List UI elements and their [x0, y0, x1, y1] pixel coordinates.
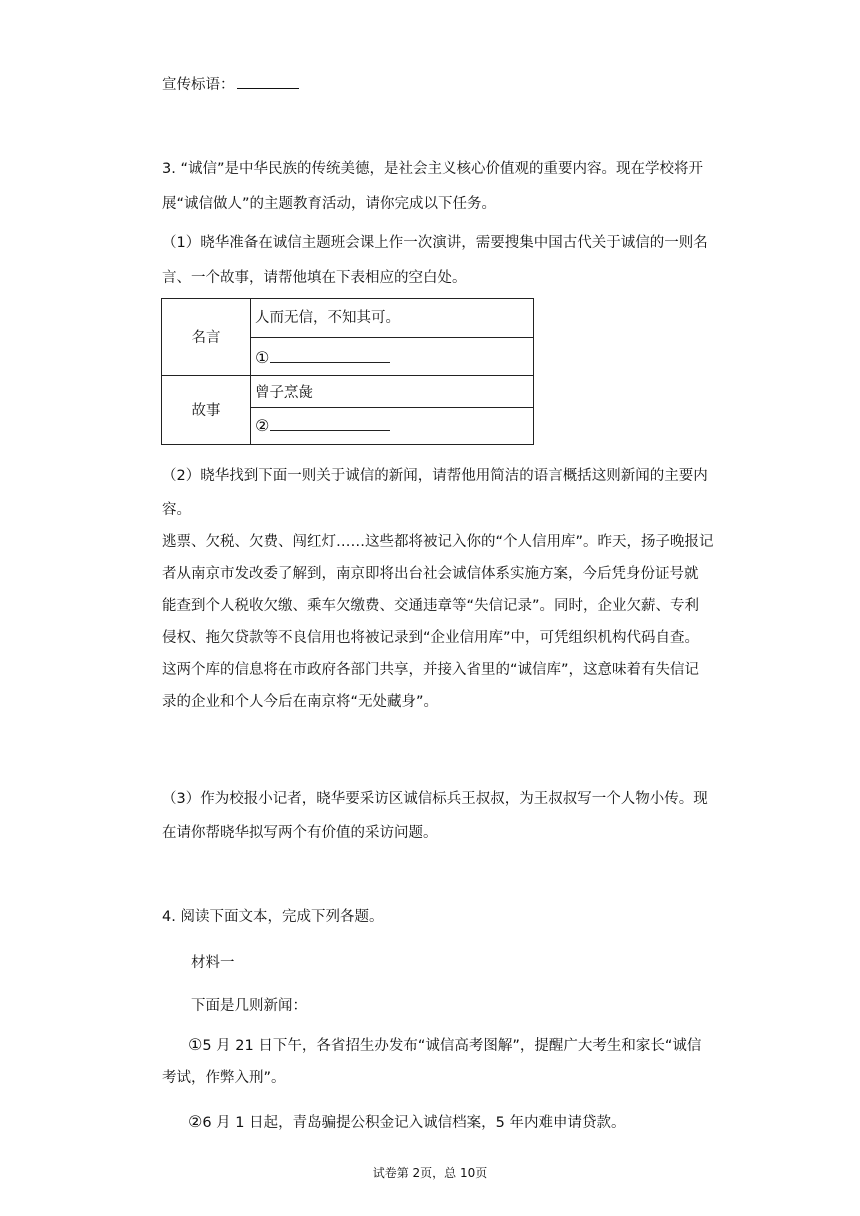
q3-part1-line-2: 言、一个故事，请帮他填在下表相应的空白处。	[162, 270, 467, 286]
table-header-story: 故事	[191, 403, 221, 419]
slogan-label: 宣传标语：	[162, 77, 235, 93]
q3-part3-line-1: （3）作为校报小记者，晓华要采访区诚信标兵王叔叔，为王叔叔写一个人物小传。现	[162, 791, 708, 807]
slogan-blank	[237, 74, 299, 89]
item-2-mark: ②	[188, 1112, 203, 1131]
q3-part3-line-2: 在请你帮晓华拟写两个有价值的采访问题。	[162, 825, 438, 841]
page-footer: 试卷第 2页，总 10页	[372, 1166, 488, 1180]
news-line: 逃票、欠税、欠费、闯红灯……这些都将被记入你的“个人信用库”。昨天，扬子晚报记	[162, 534, 714, 550]
q4-item-1-line-2: 考试，作弊入刑”。	[162, 1070, 286, 1086]
quote-story-table	[161, 298, 534, 445]
news-line: 这两个库的信息将在市政府各部门共享，并接入省里的“诚信库”，这意味着有失信记	[162, 662, 700, 678]
q3-part2-line-2: 容。	[162, 502, 191, 518]
q3-intro-line-2: 展“诚信做人”的主题教育活动，请你完成以下任务。	[162, 196, 497, 212]
q4-lead: 下面是几则新闻：	[191, 998, 307, 1014]
story-answer-blank	[270, 417, 390, 431]
blank-mark-2: ②	[255, 416, 270, 435]
news-line: 能查到个人税收欠缴、乘车欠缴费、交通违章等“失信记录”。同时，企业欠薪、专利	[162, 598, 700, 614]
slogan-line	[162, 74, 299, 95]
blank-mark-1: ①	[255, 348, 270, 367]
news-line: 录的企业和个人今后在南京将“无处藏身”。	[162, 694, 439, 710]
item-1-mark: ①	[188, 1035, 203, 1054]
q4-item-2-line-1	[188, 1112, 625, 1133]
news-line: 者从南京市发改委了解到，南京即将出台社会诚信体系实施方案，今后凭身份证号就	[162, 566, 699, 582]
table-header-quote: 名言	[191, 330, 221, 346]
table-quote-blank	[255, 348, 390, 369]
table-story-blank	[255, 416, 390, 437]
q3-part1-line-1: （1）晓华准备在诚信主题班会课上作一次演讲，需要搜集中国古代关于诚信的一则名	[162, 235, 708, 251]
q4-intro: 4. 阅读下面文本，完成下列各题。	[162, 909, 384, 925]
table-quote-given: 人而无信，不知其可。	[255, 310, 400, 326]
table-story-given: 曾子烹彘	[255, 385, 313, 401]
q3-part2-line-1: （2）晓华找到下面一则关于诚信的新闻，请帮他用简洁的语言概括这则新闻的主要内	[162, 468, 708, 484]
item-1-text: 5 月 21 日下午，各省招生办发布“诚信高考图解”，提醒广大考生和家长“诚信	[202, 1038, 702, 1054]
quote-answer-blank	[270, 349, 390, 363]
q3-intro-line-1: 3. “诚信”是中华民族的传统美德，是社会主义核心价值观的重要内容。现在学校将开	[162, 161, 703, 177]
q4-item-1-line-1	[188, 1035, 701, 1056]
news-line: 侵权、拖欠贷款等不良信用也将被记录到“企业信用库”中，可凭组织机构代码自查。	[162, 630, 700, 646]
q4-material-label: 材料一	[191, 955, 235, 971]
item-2-text: 6 月 1 日起，青岛骗提公积金记入诚信档案，5 年内难申请贷款。	[202, 1115, 626, 1131]
